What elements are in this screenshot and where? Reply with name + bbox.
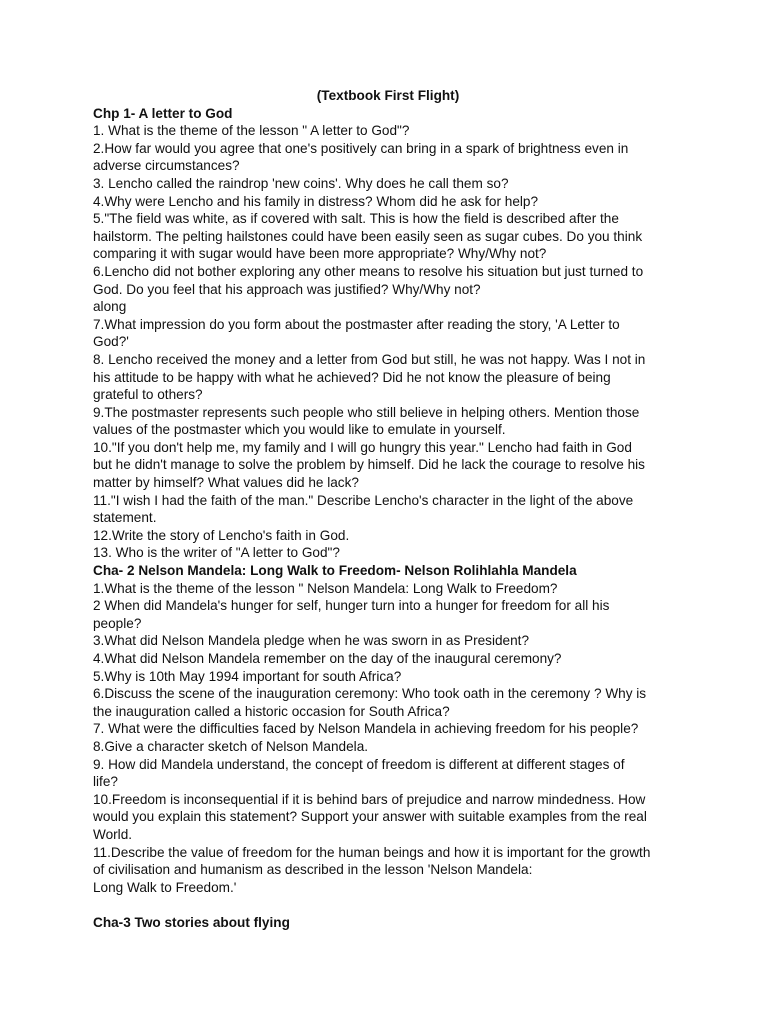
question-line: 1.What is the theme of the lesson " Nelson Mandela: Long Walk to Freedom?: [93, 580, 558, 596]
question-line: statement.: [93, 510, 157, 526]
question-line: 2 When did Mandela's hunger for self, hunger turn into a hunger for freedom for all his: [93, 598, 610, 614]
question-line: 4.What did Nelson Mandela remember on the day of the inaugural ceremony?: [93, 651, 562, 666]
question-line: along: [93, 299, 127, 315]
question-line: 7. What were the difficulties faced by Nelson Mandela in achieving freedom for his people?: [93, 721, 639, 737]
question-line: matter by himself? What values did he lack?: [93, 475, 359, 491]
chapter-3: [93, 914, 683, 932]
question-line: 7.What impression do you form about the postmaster after reading the story, 'A Letter to: [93, 316, 620, 332]
question-line: Long Walk to Freedom.': [93, 879, 237, 895]
question-line: 5."The field was white, as if covered with salt. This is how the field is described after the: [93, 211, 619, 227]
question-line: adverse circumstances?: [93, 158, 240, 174]
question-line: but he didn't manage to solve the problem by himself. Did he lack the courage to resolve his: [93, 457, 645, 473]
question-line: life?: [93, 774, 118, 790]
question-line: 8.Give a character sketch of Nelson Mandela.: [93, 738, 369, 754]
question-line: 5.Why is 10th May 1994 important for south Africa?: [93, 668, 402, 684]
question-line: 2.How far would you agree that one's positively can bring in a spark of brightness even in: [93, 140, 629, 156]
question-line: 4.Why were Lencho and his family in distress? Whom did he ask for help?: [93, 193, 539, 209]
question-line: the inauguration called a historic occasion for South Africa?: [93, 703, 450, 719]
question-line: 1. What is the theme of the lesson " A letter to God"?: [93, 123, 410, 139]
question-line: God. Do you feel that his approach was justified? Why/Why not?: [93, 281, 481, 297]
question-line: 13. Who is the writer of "A letter to God"?: [93, 545, 340, 561]
question-line: 8. Lencho received the money and a letter from God but still, he was not happy. Was I not in: [93, 351, 646, 367]
document-page: [93, 87, 683, 932]
question-line: 6.Lencho did not bother exploring any other means to resolve his situation but just turned to: [93, 263, 644, 279]
question-line: comparing it with sugar would have been more appropriate? Why/Why not?: [93, 246, 547, 262]
chapter-heading: Chp 1- A letter to God: [93, 105, 233, 121]
question-line: World.: [93, 826, 133, 842]
question-line: God?': [93, 334, 129, 350]
chapter-heading: Cha-3 Two stories about flying: [93, 914, 290, 930]
question-line: his attitude to be happy with what he achieved? Did he not know the pleasure of being: [93, 369, 611, 385]
question-line: 11.Describe the value of freedom for the human beings and how it is important for the growth: [93, 844, 651, 860]
question-line: 9.The postmaster represents such people who still believe in helping others. Mention those: [93, 404, 640, 420]
question-line: of civilisation and humanism as described in the lesson 'Nelson Mandela:: [93, 862, 533, 878]
question-line: 3. Lencho called the raindrop 'new coins'. Why does he call them so?: [93, 175, 509, 191]
question-line: 12.Write the story of Lencho's faith in God.: [93, 527, 350, 543]
question-line: 10."If you don't help me, my family and I will go hungry this year." Lencho had faith in God: [93, 439, 632, 455]
question-line: 10.Freedom is inconsequential if it is behind bars of prejudice and narrow mindedness. How: [93, 791, 646, 807]
blank-line: [93, 896, 683, 914]
chapter-1: [93, 105, 683, 562]
chapter-heading: Cha- 2 Nelson Mandela: Long Walk to Freedom- Nelson Rolihlahla Mandela: [93, 563, 577, 579]
question-line: 6.Discuss the scene of the inauguration ceremony: Who took oath in the ceremony ? Why is: [93, 686, 647, 702]
question-line: people?: [93, 615, 142, 631]
question-line: would you explain this statement? Support your answer with suitable examples from the real: [93, 809, 647, 825]
question-list: [93, 122, 683, 562]
chapter-2: [93, 562, 683, 896]
question-list: [93, 580, 683, 897]
question-line: hailstorm. The pelting hailstones could have been easily seen as sugar cubes. Do you think: [93, 228, 643, 244]
question-line: values of the postmaster which you would like to emulate in yourself.: [93, 422, 506, 438]
question-line: 11."I wish I had the faith of the man." Describe Lencho's character in the light of the above: [93, 492, 634, 508]
question-line: grateful to others?: [93, 387, 203, 403]
document-title: (Textbook First Flight): [316, 88, 460, 103]
question-line: 9. How did Mandela understand, the concept of freedom is different at different stages of: [93, 756, 625, 772]
question-line: 3.What did Nelson Mandela pledge when he was sworn in as President?: [93, 633, 530, 649]
